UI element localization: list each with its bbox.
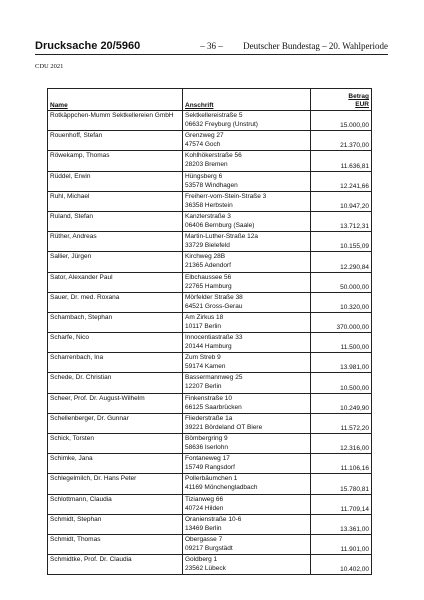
table-row: [48, 211, 372, 231]
donation-amount: 11.901,00: [311, 534, 372, 554]
address-street: Freiherr-vom-Stein-Straße 3: [185, 192, 267, 200]
address-city: 06632 Freyburg (Unstrut): [185, 121, 258, 128]
table-row: [48, 393, 372, 413]
address-street: Kirchweg 28B: [185, 253, 226, 261]
donation-amount: 10.402,00: [311, 555, 372, 575]
donor-address: [183, 555, 311, 575]
table-row: [48, 413, 372, 433]
table-row: [48, 292, 372, 312]
donation-amount: 12.290,84: [311, 252, 372, 272]
address-city: 20144 Hamburg: [185, 343, 232, 351]
address-city: 39221 Bördeland OT Biere: [185, 423, 263, 431]
donor-address: [183, 131, 311, 151]
donation-amount: 10.947,20: [311, 191, 372, 211]
page-header: [35, 40, 388, 55]
address-city: 22765 Hamburg: [185, 282, 232, 290]
address-street: Oranienstraße 10-6: [185, 515, 242, 523]
address-city: 41169 Mönchengladbach: [185, 484, 258, 492]
address-city: 12207 Berlin: [185, 383, 222, 391]
donor-address: [183, 353, 311, 373]
donation-amount: 15.780,81: [311, 474, 372, 494]
table-header-row: [48, 89, 372, 111]
donor-name: Schlegelmilch, Dr. Hans Peter: [48, 474, 183, 494]
donation-amount: 11.636,81: [311, 151, 372, 171]
donor-address: [183, 333, 311, 353]
amount-header-line2: EUR: [355, 101, 369, 108]
donor-address: [183, 111, 311, 131]
donor-name: Scheer, Prof. Dr. August-Wilhelm: [48, 393, 183, 413]
donor-address: [183, 232, 311, 252]
donor-name: Schlottmann, Claudia: [48, 494, 183, 514]
document-label: Drucksache: [35, 40, 98, 52]
donor-address: [183, 171, 311, 191]
address-street: Kohlhökerstraße 56: [185, 152, 242, 160]
address-city: 47574 Goch: [185, 141, 221, 149]
table-row: [48, 111, 372, 131]
address-street: Fontaneweg 17: [185, 455, 230, 463]
table-row: [48, 232, 372, 252]
donor-name: Schick, Torsten: [48, 434, 183, 454]
donor-address: [183, 211, 311, 231]
address-street: Obergasse 7: [185, 535, 223, 543]
donor-name: Ruland, Stefan: [48, 211, 183, 231]
donor-name: Ruhl, Michael: [48, 191, 183, 211]
address-city: 15749 Rangsdorf: [185, 464, 235, 472]
address-city: 06406 Bernburg (Saale): [185, 221, 255, 229]
address-street: Zum Streb 9: [185, 354, 221, 362]
table-row: [48, 454, 372, 474]
address-city: 64521 Gross-Gerau: [185, 302, 243, 310]
donor-address: [183, 454, 311, 474]
table-row: [48, 333, 372, 353]
table-row: [48, 494, 372, 514]
address-street: Elbchaussee 56: [185, 273, 232, 281]
table-row: [48, 272, 372, 292]
address-city: 09217 Burgstädt: [185, 544, 233, 552]
donor-address: [183, 312, 311, 332]
table-row: [48, 555, 372, 575]
table-row: [48, 434, 372, 454]
column-header-address: Anschrift: [183, 89, 311, 111]
donation-amount: 10.500,00: [311, 373, 372, 393]
address-street: Sektkellereistraße 5: [185, 112, 243, 119]
address-city: 23562 Lübeck: [185, 565, 226, 573]
table-row: [48, 353, 372, 373]
donor-address: [183, 272, 311, 292]
donor-name: Scharfe, Nico: [48, 333, 183, 353]
donor-address: [183, 413, 311, 433]
table-row: [48, 514, 372, 534]
address-street: Mörfelder Straße 38: [185, 293, 243, 301]
address-street: Fliederstraße 1a: [185, 414, 233, 422]
address-street: Martin-Luther-Straße 12a: [185, 233, 258, 241]
document-number-value: 20/5960: [100, 40, 141, 52]
address-city: 10117 Berlin: [185, 322, 222, 330]
address-city: 36358 Herbstein: [185, 201, 233, 209]
donor-name: Schimke, Jana: [48, 454, 183, 474]
table-row: [48, 191, 372, 211]
address-street: Am Zirkus 18: [185, 313, 224, 321]
donation-amount: 21.370,00: [311, 131, 372, 151]
donation-amount: 11.500,00: [311, 333, 372, 353]
donation-amount: 15.000,00: [311, 111, 372, 131]
donor-name: Rüddel, Erwin: [48, 171, 183, 191]
donation-amount: 10.320,00: [311, 292, 372, 312]
donor-address: [183, 534, 311, 554]
donation-amount: 12.241,66: [311, 171, 372, 191]
page-number: – 36 –: [200, 41, 223, 51]
donor-name: Röwekamp, Thomas: [48, 151, 183, 171]
address-city: 59174 Kamen: [185, 363, 226, 371]
donor-name: Rüther, Andreas: [48, 232, 183, 252]
address-street: Pollerbäumchen 1: [185, 475, 238, 483]
donation-amount: 10.249,90: [311, 393, 372, 413]
table-row: [48, 151, 372, 171]
column-header-name: Name: [48, 89, 183, 111]
donation-amount: 10.155,09: [311, 232, 372, 252]
address-city: 28203 Bremen: [185, 161, 228, 169]
donations-table: [47, 88, 372, 575]
donor-name: Schambach, Stephan: [48, 312, 183, 332]
donor-address: [183, 373, 311, 393]
donor-address: [183, 434, 311, 454]
donor-name: Schede, Dr. Christian: [48, 373, 183, 393]
address-city: 21365 Adendorf: [185, 262, 231, 270]
address-city: 53578 Windhagen: [185, 181, 238, 189]
address-city: 13469 Berlin: [185, 524, 222, 532]
column-header-amount: [311, 89, 372, 111]
address-street: Bömbergring 9: [185, 435, 228, 442]
table-row: [48, 252, 372, 272]
donor-name: Sauer, Dr. med. Roxana: [48, 292, 183, 312]
address-street: Hüngsberg 6: [185, 172, 223, 180]
address-city: 58636 Iserlohn: [185, 444, 229, 451]
donor-name: Sator, Alexander Paul: [48, 272, 183, 292]
donor-address: [183, 252, 311, 272]
address-street: Goldberg 1: [185, 556, 218, 564]
donor-name: Schellenberger, Dr. Gunnar: [48, 413, 183, 433]
donation-amount: 13.361,00: [311, 514, 372, 534]
donor-name: Rouenhoff, Stefan: [48, 131, 183, 151]
donor-name: Schmidt, Stephan: [48, 514, 183, 534]
donor-address: [183, 292, 311, 312]
donor-address: [183, 514, 311, 534]
donor-address: [183, 191, 311, 211]
donation-amount: 13.981,00: [311, 353, 372, 373]
address-city: 66125 Saarbrücken: [185, 403, 242, 411]
donation-amount: 13.712,31: [311, 211, 372, 231]
donor-address: [183, 474, 311, 494]
table-row: [48, 373, 372, 393]
table-row: [48, 171, 372, 191]
address-street: Finkenstraße 10: [185, 394, 232, 402]
amount-header-line1: Betrag: [348, 93, 369, 100]
donation-amount: 50.000,00: [311, 272, 372, 292]
table-row: [48, 312, 372, 332]
table-row: [48, 131, 372, 151]
donation-amount: 11.572,20: [311, 413, 372, 433]
address-city: 33729 Bielefeld: [185, 242, 230, 250]
donor-address: [183, 151, 311, 171]
parliament-period: Deutscher Bundestag – 20. Wahlperiode: [243, 41, 388, 51]
donor-name: Schmidtke, Prof. Dr. Claudia: [48, 555, 183, 575]
address-street: Tizianweg 66: [185, 495, 224, 503]
donor-name: Rotkäppchen-Mumm Sektkellereien GmbH: [48, 111, 183, 131]
donor-name: Sallier, Jürgen: [48, 252, 183, 272]
donation-amount: 12.316,00: [311, 434, 372, 454]
donor-name: Schmidt, Thomas: [48, 534, 183, 554]
donation-amount: 11.106,16: [311, 454, 372, 474]
address-city: 40724 Hilden: [185, 504, 224, 512]
address-street: Innocentiastraße 33: [185, 334, 243, 342]
donation-amount: 11.709,14: [311, 494, 372, 514]
address-street: Kanzlerstraße 3: [185, 212, 231, 220]
table-row: [48, 534, 372, 554]
donor-address: [183, 494, 311, 514]
donor-address: [183, 393, 311, 413]
address-street: Bassermannweg 25: [185, 374, 243, 382]
address-street: Grenzweg 27: [185, 132, 224, 140]
party-label: CDU 2021: [35, 63, 64, 70]
donation-amount: 370.000,00: [311, 312, 372, 332]
table-row: [48, 474, 372, 494]
donor-name: Scharrenbach, Ina: [48, 353, 183, 373]
